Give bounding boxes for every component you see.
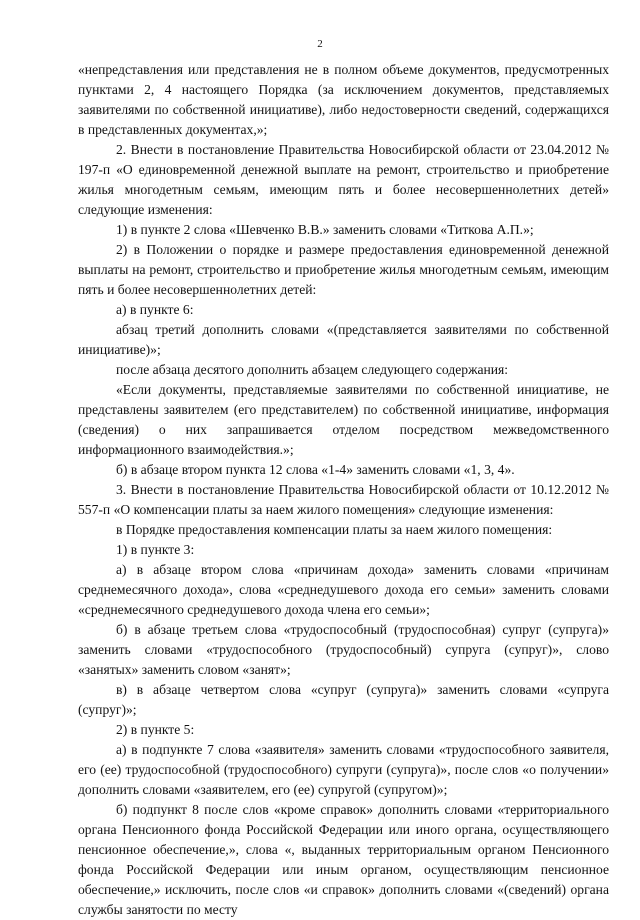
paragraph: б) подпункт 8 после слов «кроме справок» дополнить словами «территориального органа Пенсионного фонда Российской Федерации или иного органа, осуществляющего пенсионное обеспечение,», слова «, выданных территориальным органом Пенсионного фонда Российской Федерации или иным органом, осуществляющим пенсионное обеспечение,» исключить, после слов «и справок» дополнить словами «(сведений) органа службы занятости по месту xyxy=(78,802,609,917)
paragraph: 1) в пункте 2 слова «Шевченко В.В.» заменить словами «Титкова А.П.»; xyxy=(116,222,534,237)
paragraph: б) в абзаце третьем слова «трудоспособный (трудоспособная) супруг (супруга)» заменить словами «трудоспособного (трудоспособный) супруга (супруг)», слово «занятых» заменить словом «занят»; xyxy=(78,622,609,677)
paragraph: б) в абзаце втором пункта 12 слова «1-4» заменить словами «1, 3, 4». xyxy=(116,462,515,477)
paragraph: а) в пункте 6: xyxy=(116,302,194,317)
paragraph: в) в абзаце четвертом слова «супруг (супруга)» заменить словами «супруга (супруг)»; xyxy=(78,682,609,717)
paragraph: в Порядке предоставления компенсации платы за наем жилого помещения: xyxy=(116,522,553,537)
paragraph: 2. Внести в постановление Правительства Новосибирской области от 23.04.2012 № 197-п «О единовременной денежной выплате на ремонт, строительство и приобретение жилья многодетным семьям, имеющим пять и более несовершеннолетних детей» следующие изменения: xyxy=(78,142,609,217)
paragraph: 2) в Положении о порядке и размере предоставления единовременной денежной выплаты на ремонт, строительство и приобретение жилья многодетным семьям, имеющим пять и более несовершеннолетних детей: xyxy=(78,242,609,297)
paragraph: после абзаца десятого дополнить абзацем следующего содержания: xyxy=(116,362,509,377)
document-body xyxy=(78,60,609,920)
paragraph: абзац третий дополнить словами «(представляется заявителями по собственной инициативе)»; xyxy=(78,322,609,357)
paragraph: «непредставления или представления не в полном объеме документов, предусмотренных пунктами 2, 4 настоящего Порядка (за исключением документов, представляемых заявителями по собственной инициативе), либо недостоверности сведений, содержащихся в представленных документах,»; xyxy=(78,62,609,137)
paragraph: 1) в пункте 3: xyxy=(116,542,195,557)
page-number: 2 xyxy=(317,38,323,50)
paragraph: а) в абзаце втором слова «причинам дохода» заменить словами «причинам среднемесячного дохода», слова «среднедушевого дохода его семьи» заменить словами «среднемесячного среднедушевого дохода члена его семьи»; xyxy=(78,562,609,617)
paragraph: 3. Внести в постановление Правительства Новосибирской области от 10.12.2012 № 557-п «О компенсации платы за наем жилого помещения» следующие изменения: xyxy=(78,482,609,517)
paragraph: 2) в пункте 5: xyxy=(116,722,195,737)
paragraph: а) в подпункте 7 слова «заявителя» заменить словами «трудоспособного заявителя, его (ее) трудоспособной (трудоспособного) супруги (супруга)», после слов «о получении» дополнить словами «заявителем, его (ее) супругой (супругом)»; xyxy=(78,742,609,797)
paragraph: «Если документы, представляемые заявителями по собственной инициативе, не представлены заявителем (его представителем) по собственной инициативе, информация (сведения) о них запрашивается отделом посредством межведомственного информационного взаимодействия.»; xyxy=(78,382,609,457)
